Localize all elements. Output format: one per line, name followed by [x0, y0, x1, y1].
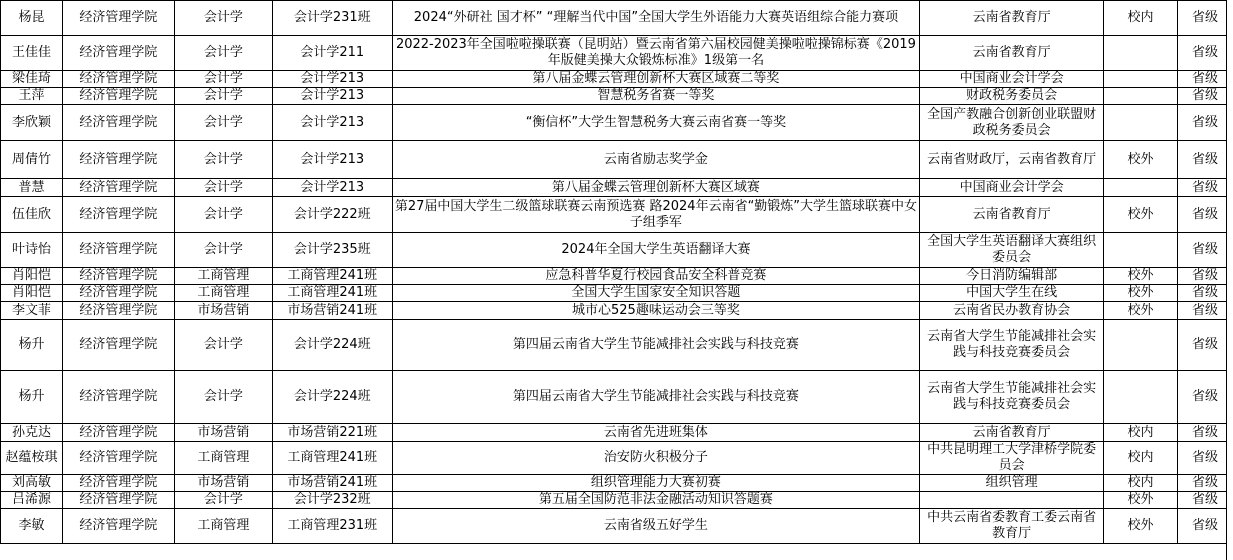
table-cell[interactable]: 2024“外研社 国才杯” “理解当代中国”全国大学生外语能力大赛英语组综合能力赛项 [392, 1, 920, 36]
table-cell[interactable]: 今日消防编辑部 [920, 268, 1104, 285]
table-cell[interactable]: 省级 [1177, 509, 1232, 544]
table-cell[interactable]: 省级 [1177, 268, 1232, 285]
table-cell[interactable]: 市场营销221班 [272, 424, 392, 442]
table-row [1, 197, 1233, 233]
table-row [1, 424, 1233, 442]
table-cell[interactable]: 省级 [1177, 320, 1232, 371]
table-cell[interactable]: 校外 [1104, 302, 1178, 320]
table-row [1, 320, 1233, 371]
table-cell[interactable]: 校内 [1104, 475, 1178, 492]
table-cell[interactable]: 省级 [1177, 179, 1232, 197]
table-row [1, 371, 1233, 424]
table-cell[interactable]: 会计学 [174, 197, 272, 233]
table-cell[interactable]: 经济管理学院 [62, 509, 174, 544]
table-cell[interactable]: 省级 [1177, 475, 1232, 492]
table-cell[interactable]: 会计学213 [272, 105, 392, 141]
table-cell[interactable]: 省级 [1177, 197, 1232, 233]
table-cell[interactable]: 王佳佳 [1, 36, 63, 71]
table-cell[interactable]: 工商管理241班 [272, 442, 392, 475]
table-cell[interactable]: 云南省教育厅 [920, 197, 1104, 233]
table-cell[interactable]: 财政税务委员会 [920, 88, 1104, 105]
table-cell[interactable]: 会计学 [174, 105, 272, 141]
table-cell[interactable]: 组织管理能力大赛初赛 [392, 475, 920, 492]
table-cell[interactable]: 第五届全国防范非法金融活动知识答题赛 [392, 492, 920, 509]
table-row [1, 105, 1233, 141]
table-cell[interactable]: 组织管理 [920, 475, 1104, 492]
table-cell[interactable]: 工商管理 [174, 268, 272, 285]
table-cell[interactable]: 省级 [1177, 233, 1232, 268]
table-cell[interactable]: 梁佳琦 [1, 71, 63, 88]
table-cell[interactable]: 全国产教融合创新创业联盟财政税务委员会 [920, 105, 1104, 141]
table-cell[interactable]: 第八届金蝶云管理创新杯大赛区域赛二等奖 [392, 71, 920, 88]
table-cell[interactable]: 中国大学生在线 [920, 285, 1104, 302]
table-cell[interactable]: 经济管理学院 [62, 442, 174, 475]
table-cell[interactable]: 会计学224班 [272, 320, 392, 371]
table-cell[interactable]: 肖阳恺 [1, 285, 63, 302]
table-cell[interactable]: 工商管理 [174, 442, 272, 475]
table-cell[interactable]: 赵蕴桉琪 [1, 442, 63, 475]
table-cell[interactable]: 全国大学生国家安全知识答题 [392, 285, 920, 302]
table-cell[interactable] [1104, 71, 1178, 88]
table-cell[interactable]: 云南省级五好学生 [392, 509, 920, 544]
table-cell[interactable]: 工商管理231班 [272, 509, 392, 544]
table-cell[interactable]: 经济管理学院 [62, 302, 174, 320]
table-cell[interactable]: 会计学 [174, 371, 272, 424]
table-row [1, 88, 1233, 105]
table-cell[interactable]: 第27届中国大学生二级篮球联赛云南预选赛 路2024年云南省“勤锻炼”大学生篮球联赛中女子组季军 [392, 197, 920, 233]
table-row [1, 492, 1233, 509]
table-row [1, 36, 1233, 71]
table-cell[interactable]: 省级 [1177, 36, 1232, 71]
table-cell[interactable]: 经济管理学院 [62, 233, 174, 268]
table-cell[interactable]: 省级 [1177, 1, 1232, 36]
table-cell[interactable]: 中国商业会计学会 [920, 179, 1104, 197]
table-cell[interactable]: 会计学211 [272, 36, 392, 71]
table-cell[interactable]: 校外 [1104, 268, 1178, 285]
table-cell[interactable]: 云南省教育厅 [920, 36, 1104, 71]
table-cell[interactable]: 中国商业会计学会 [920, 71, 1104, 88]
table-row [1, 268, 1233, 285]
table-cell[interactable] [1104, 371, 1178, 424]
table-cell[interactable]: 会计学235班 [272, 233, 392, 268]
table-cell[interactable]: 经济管理学院 [62, 1, 174, 36]
table-cell[interactable]: 杨升 [1, 320, 63, 371]
table-cell[interactable]: 会计学213 [272, 179, 392, 197]
table-cell[interactable]: 孙克达 [1, 424, 63, 442]
table-row [1, 285, 1233, 302]
table-cell[interactable]: 校外 [1104, 197, 1178, 233]
table-cell[interactable]: 应急科普华夏行校园食品安全科普竞赛 [392, 268, 920, 285]
table-cell[interactable]: 中共昆明理工大学津桥学院委员会 [920, 442, 1104, 475]
table-cell[interactable]: 省级 [1177, 88, 1232, 105]
table-cell[interactable]: 工商管理241班 [272, 268, 392, 285]
table-cell[interactable]: 治安防火积极分子 [392, 442, 920, 475]
table-cell[interactable]: 校外 [1104, 285, 1178, 302]
table-cell[interactable]: 经济管理学院 [62, 88, 174, 105]
table-cell[interactable]: 经济管理学院 [62, 179, 174, 197]
table-cell[interactable]: 云南省教育厅 [920, 424, 1104, 442]
table-cell[interactable]: 省级 [1177, 371, 1232, 424]
table-cell[interactable]: 市场营销 [174, 302, 272, 320]
table-cell[interactable]: 校外 [1104, 141, 1178, 179]
table-cell[interactable]: 智慧税务省赛一等奖 [392, 88, 920, 105]
table-row [1, 302, 1233, 320]
table-row [1, 509, 1233, 544]
table-cell[interactable]: 李文菲 [1, 302, 63, 320]
table-cell[interactable]: 会计学 [174, 492, 272, 509]
table-row [1, 233, 1233, 268]
table-cell[interactable]: 会计学 [174, 320, 272, 371]
table-cell[interactable]: 会计学213 [272, 141, 392, 179]
table-cell[interactable]: 经济管理学院 [62, 424, 174, 442]
table-cell[interactable]: 经济管理学院 [62, 36, 174, 71]
table-cell[interactable]: 会计学222班 [272, 197, 392, 233]
table-cell[interactable]: 普慧 [1, 179, 63, 197]
table-cell[interactable]: 校外 [1104, 492, 1178, 509]
table-cell[interactable]: 经济管理学院 [62, 475, 174, 492]
table-row [1, 475, 1233, 492]
table-cell[interactable]: 会计学213 [272, 88, 392, 105]
table-row [1, 141, 1233, 179]
table-cell[interactable]: 会计学231班 [272, 1, 392, 36]
table-cell[interactable]: 市场营销 [174, 475, 272, 492]
table-cell[interactable]: 省级 [1177, 424, 1232, 442]
table-cell[interactable]: 杨升 [1, 371, 63, 424]
table-cell[interactable]: 省级 [1177, 141, 1232, 179]
table-cell[interactable]: 经济管理学院 [62, 141, 174, 179]
table-cell[interactable]: 王萍 [1, 88, 63, 105]
table-cell[interactable]: 周倩竹 [1, 141, 63, 179]
table-cell[interactable]: 省级 [1177, 285, 1232, 302]
table-cell[interactable]: 伍佳欣 [1, 197, 63, 233]
table-cell[interactable]: 经济管理学院 [62, 71, 174, 88]
table-cell[interactable]: “衡信杯”大学生智慧税务大赛云南省赛一等奖 [392, 105, 920, 141]
table-cell[interactable]: 校内 [1104, 1, 1178, 36]
table-cell[interactable]: 李敏 [1, 509, 63, 544]
table-cell[interactable]: 工商管理 [174, 285, 272, 302]
table-cell[interactable]: 会计学213 [272, 71, 392, 88]
table-cell[interactable]: 云南省大学生节能减排社会实践与科技竞赛委员会 [920, 371, 1104, 424]
table-cell[interactable]: 会计学 [174, 141, 272, 179]
table-cell[interactable]: 云南省励志奖学金 [392, 141, 920, 179]
table-cell[interactable]: 校内 [1104, 424, 1178, 442]
table-cell[interactable]: 工商管理241班 [272, 285, 392, 302]
table-cell[interactable]: 经济管理学院 [62, 320, 174, 371]
table-cell[interactable]: 省级 [1177, 71, 1232, 88]
table-body [1, 1, 1233, 544]
table-cell[interactable]: 会计学 [174, 88, 272, 105]
table-cell[interactable]: 经济管理学院 [62, 285, 174, 302]
table-cell[interactable]: 会计学 [174, 179, 272, 197]
table-cell[interactable]: 市场营销241班 [272, 475, 392, 492]
table-cell[interactable]: 省级 [1177, 302, 1232, 320]
table-cell[interactable] [1104, 105, 1178, 141]
table-cell[interactable]: 叶诗怡 [1, 233, 63, 268]
table-cell[interactable]: 第四届云南省大学生节能减排社会实践与科技竞赛 [392, 371, 920, 424]
table-cell[interactable]: 省级 [1177, 105, 1232, 141]
table-cell[interactable]: 经济管理学院 [62, 197, 174, 233]
table-cell[interactable] [920, 492, 1104, 509]
table-cell[interactable]: 2024年全国大学生英语翻译大赛 [392, 233, 920, 268]
table-cell[interactable]: 杨昆 [1, 1, 63, 36]
table-cell[interactable]: 经济管理学院 [62, 268, 174, 285]
table-cell[interactable]: 2022-2023年全国啦啦操联赛（昆明站）暨云南省第六届校园健美操啦啦操锦标赛《2019年版健美操大众锻炼标准》1级第一名 [392, 36, 920, 71]
table-cell[interactable]: 云南省大学生节能减排社会实践与科技竞赛委员会 [920, 320, 1104, 371]
table-cell[interactable]: 会计学 [174, 233, 272, 268]
table-cell[interactable]: 会计学 [174, 1, 272, 36]
table-cell[interactable]: 云南省先进班集体 [392, 424, 920, 442]
table-cell[interactable]: 刘高敏 [1, 475, 63, 492]
table-row [1, 442, 1233, 475]
table-cell[interactable]: 李欣颖 [1, 105, 63, 141]
table-cell[interactable]: 校内 [1104, 442, 1178, 475]
table-cell[interactable] [1104, 320, 1178, 371]
table-cell[interactable]: 云南省财政厅，云南省教育厅 [920, 141, 1104, 179]
table-cell[interactable]: 省级 [1177, 492, 1232, 509]
table-cell[interactable]: 经济管理学院 [62, 105, 174, 141]
table-row [1, 1, 1233, 36]
table-cell[interactable]: 会计学 [174, 36, 272, 71]
table-cell[interactable] [1104, 36, 1178, 71]
table-cell[interactable]: 全国大学生英语翻译大赛组织委员会 [920, 233, 1104, 268]
table-cell[interactable] [1104, 88, 1178, 105]
table-cell[interactable]: 第四届云南省大学生节能减排社会实践与科技竞赛 [392, 320, 920, 371]
sheet-edge [1226, 0, 1233, 560]
table-cell[interactable]: 市场营销 [174, 424, 272, 442]
table-cell[interactable]: 中共云南省委教育工委云南省教育厅 [920, 509, 1104, 544]
table-cell[interactable] [1104, 233, 1178, 268]
table-cell[interactable]: 工商管理 [174, 509, 272, 544]
table-cell[interactable]: 城市心525趣味运动会三等奖 [392, 302, 920, 320]
table-cell[interactable]: 云南省教育厅 [920, 1, 1104, 36]
table-row [1, 71, 1233, 88]
table-cell[interactable]: 经济管理学院 [62, 492, 174, 509]
table-cell[interactable]: 肖阳恺 [1, 268, 63, 285]
table-cell[interactable]: 第八届金蝶云管理创新杯大赛区域赛 [392, 179, 920, 197]
table-cell[interactable]: 云南省民办教育协会 [920, 302, 1104, 320]
table-row [1, 179, 1233, 197]
table-cell[interactable]: 吕浠源 [1, 492, 63, 509]
table-cell[interactable]: 会计学 [174, 71, 272, 88]
table-cell[interactable]: 会计学232班 [272, 492, 392, 509]
table-cell[interactable]: 会计学224班 [272, 371, 392, 424]
table-cell[interactable] [1104, 179, 1178, 197]
table-cell[interactable]: 校外 [1104, 509, 1178, 544]
table-cell[interactable]: 省级 [1177, 442, 1232, 475]
table-cell[interactable]: 市场营销241班 [272, 302, 392, 320]
table-cell[interactable]: 经济管理学院 [62, 371, 174, 424]
